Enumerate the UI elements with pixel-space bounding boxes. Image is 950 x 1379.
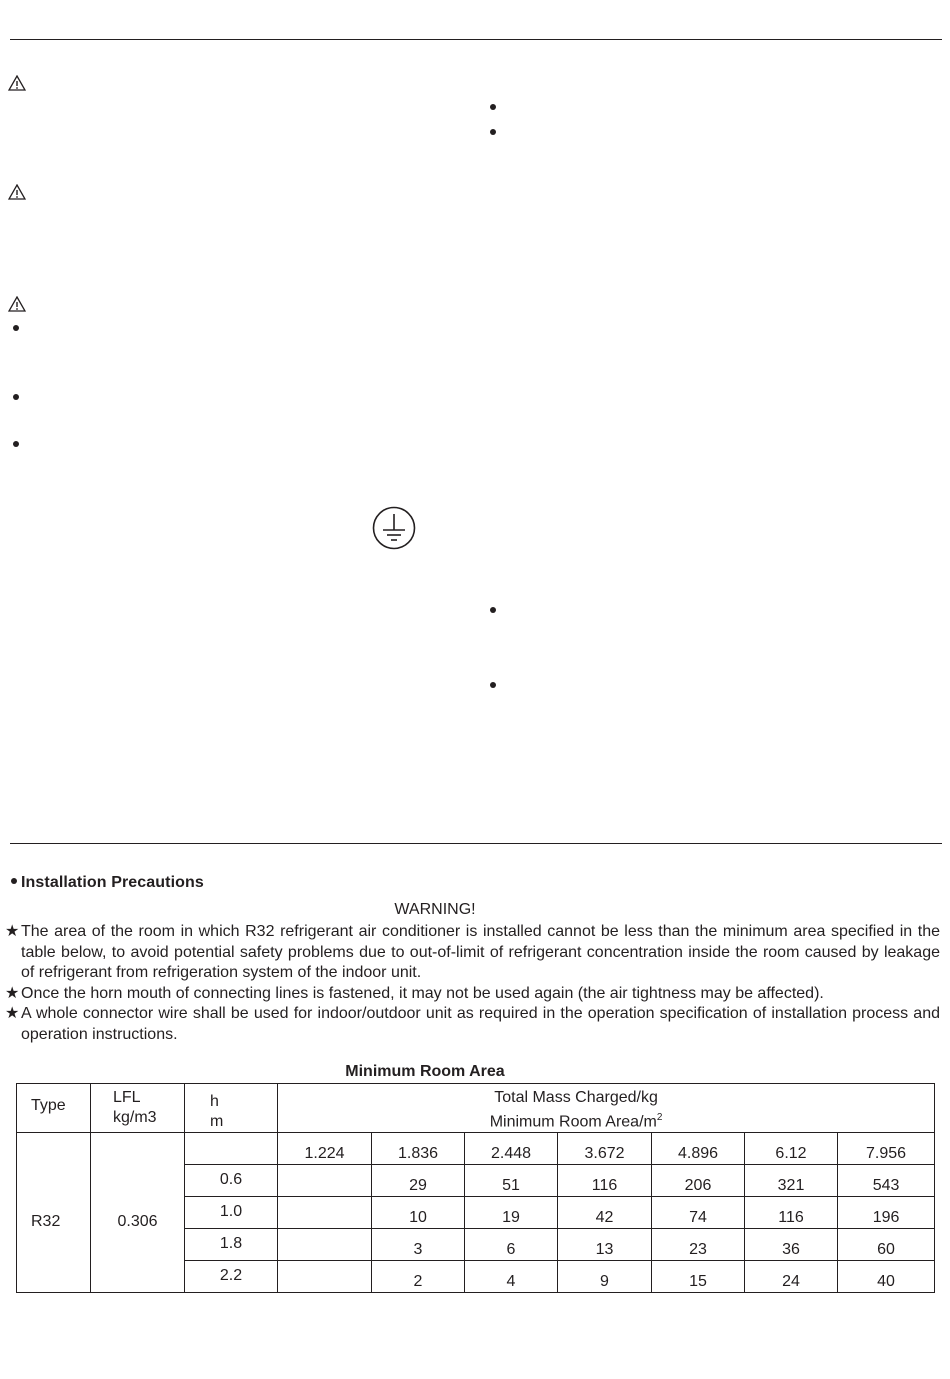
protective-earth-icon	[372, 506, 416, 550]
table-title: Minimum Room Area	[345, 1063, 505, 1080]
area-value: 40	[838, 1261, 935, 1293]
header-type-label: Type	[31, 1097, 66, 1114]
area-value: 206	[652, 1165, 745, 1197]
area-value: 3	[372, 1229, 465, 1261]
bullet-dot	[13, 441, 19, 447]
area-value: 15	[652, 1261, 745, 1293]
mass-value: 3.672	[558, 1133, 652, 1165]
mass-values-row	[17, 1133, 935, 1165]
area-value: 42	[558, 1197, 652, 1229]
header-h	[185, 1084, 278, 1133]
header-total-sup: 2	[656, 1112, 663, 1123]
area-value: 116	[745, 1197, 838, 1229]
note-text: Once the horn mouth of connecting lines is fastened, it may not be used again (the air tightness may be affected).	[21, 985, 824, 1002]
area-value: 51	[465, 1165, 558, 1197]
area-value: 29	[372, 1165, 465, 1197]
minimum-room-area-table	[16, 1083, 935, 1293]
area-value: 9	[558, 1261, 652, 1293]
header-lfl-line2: kg/m3	[113, 1109, 157, 1126]
star-icon: ★	[5, 1005, 20, 1022]
area-value: 116	[558, 1165, 652, 1197]
note-text: A whole connector wire shall be used for indoor/outdoor unit as required in the operation specification of installation process and operation instructions.	[21, 1005, 940, 1043]
area-value	[278, 1229, 372, 1261]
mass-value: 7.956	[838, 1133, 935, 1165]
note-text: The area of the room in which R32 refrigerant air conditioner is installed cannot be less than the minimum area specified in the table below, to avoid potential safety problems due to out-of-limit of refrigerant concentration inside the room caused by leakage of refrigerant from refrigeration system of the indoor unit.	[21, 923, 940, 981]
area-value: 23	[652, 1229, 745, 1261]
mass-value: 2.448	[465, 1133, 558, 1165]
area-value: 60	[838, 1229, 935, 1261]
warning-title: WARNING!	[394, 901, 476, 918]
bullet-dot	[490, 607, 496, 613]
heading-text: Installation Precautions	[21, 874, 204, 891]
header-h-line1: h	[210, 1093, 219, 1110]
height-value: 1.8	[185, 1229, 278, 1261]
area-value: 543	[838, 1165, 935, 1197]
header-type	[17, 1084, 91, 1133]
note-item	[5, 984, 940, 1005]
note-item	[5, 1004, 940, 1045]
top-divider	[10, 39, 942, 40]
mass-value: 6.12	[745, 1133, 838, 1165]
section-divider	[10, 843, 942, 844]
area-value	[278, 1197, 372, 1229]
header-total-line2-text: Minimum Room Area/m	[489, 1113, 657, 1131]
bullet-dot	[13, 394, 19, 400]
area-value: 196	[838, 1197, 935, 1229]
table-header-row	[17, 1084, 935, 1133]
area-value: 10	[372, 1197, 465, 1229]
bullet-dot	[490, 104, 496, 110]
header-lfl-line1: LFL	[113, 1089, 141, 1106]
header-lfl	[91, 1084, 185, 1133]
warning-triangle-icon	[8, 296, 26, 312]
height-value: 1.0	[185, 1197, 278, 1229]
mass-value: 1.224	[278, 1133, 372, 1165]
area-value: 6	[465, 1229, 558, 1261]
header-total-line1: Total Mass Charged/kg	[494, 1089, 658, 1106]
note-item	[5, 922, 940, 984]
warning-triangle-icon	[8, 184, 26, 200]
bullet-dot	[490, 129, 496, 135]
heading-bullet-dot	[11, 878, 17, 884]
header-h-line2: m	[210, 1113, 224, 1130]
star-icon: ★	[5, 923, 20, 940]
header-total-line2	[278, 1108, 874, 1132]
area-value: 4	[465, 1261, 558, 1293]
area-value: 13	[558, 1229, 652, 1261]
mass-value: 1.836	[372, 1133, 465, 1165]
area-value: 74	[652, 1197, 745, 1229]
area-value	[278, 1165, 372, 1197]
mass-value: 4.896	[652, 1133, 745, 1165]
area-value: 19	[465, 1197, 558, 1229]
area-value: 24	[745, 1261, 838, 1293]
star-icon: ★	[5, 985, 20, 1002]
area-value: 36	[745, 1229, 838, 1261]
refrigerant-cell: R32	[17, 1133, 91, 1293]
empty-cell	[185, 1133, 278, 1165]
height-value: 0.6	[185, 1165, 278, 1197]
header-total-mass	[278, 1084, 935, 1133]
lfl-cell: 0.306	[91, 1133, 185, 1293]
area-value: 321	[745, 1165, 838, 1197]
height-value: 2.2	[185, 1261, 278, 1293]
area-value	[278, 1261, 372, 1293]
bullet-dot	[13, 325, 19, 331]
bullet-dot	[490, 682, 496, 688]
warning-triangle-icon	[8, 75, 26, 91]
section-heading	[11, 874, 204, 892]
area-value: 2	[372, 1261, 465, 1293]
